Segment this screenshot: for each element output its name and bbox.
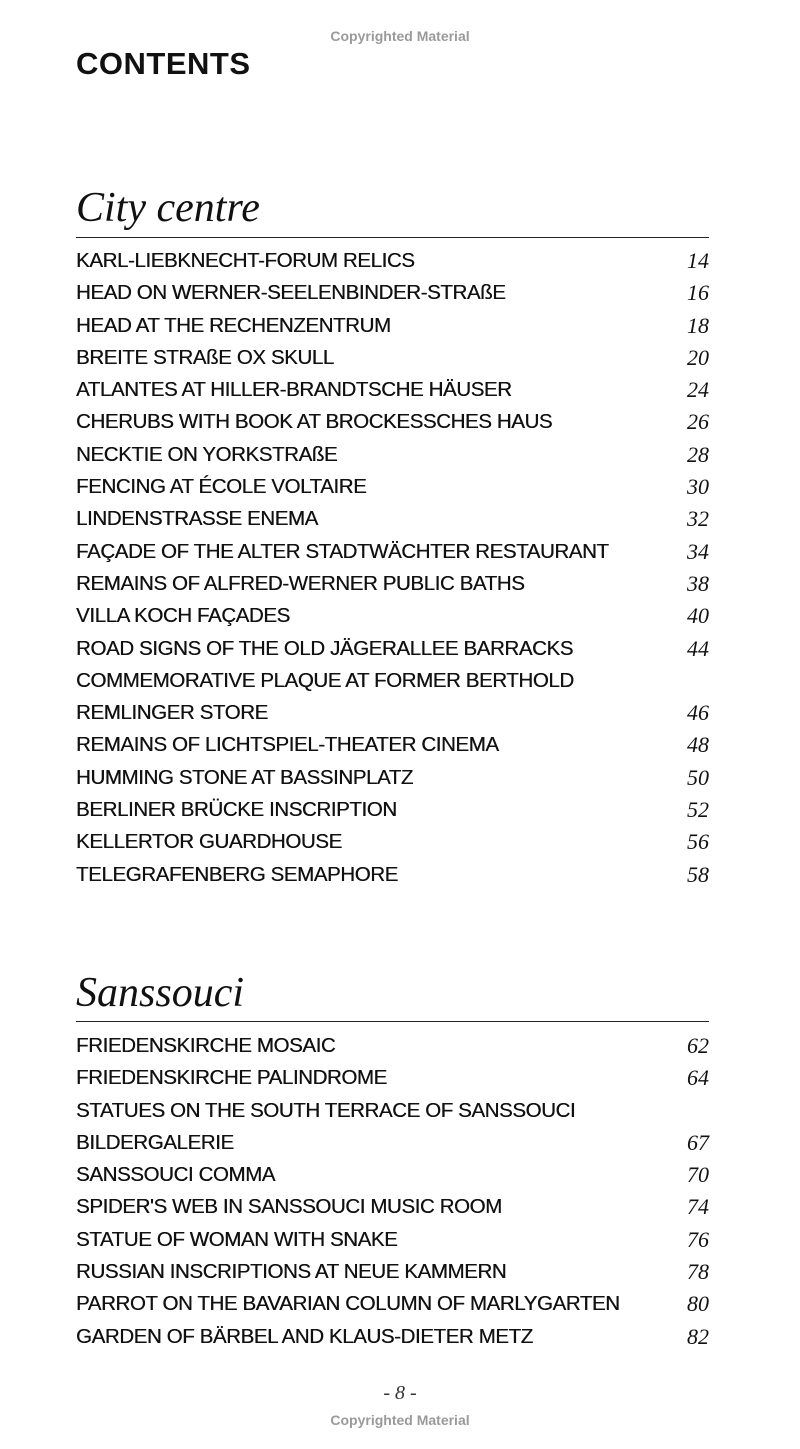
toc-list-city-centre [76,245,709,891]
toc-entry [76,600,709,632]
toc-entry-title: ROAD SIGNS OF THE OLD JÄGERALLEE BARRACKS [76,636,573,660]
toc-entry-page: 78 [687,1259,709,1285]
toc-entry-title: HEAD ON WERNER-SEELENBINDER-STRAßE [76,281,506,305]
page-number: - 8 - [383,1382,417,1404]
section-heading-city-centre: City centre [76,185,260,231]
toc-entry [76,374,709,406]
toc-entry-page: 50 [687,764,709,790]
toc-entry [76,471,709,503]
toc-entry-title: REMAINS OF ALFRED-WERNER PUBLIC BATHS [76,571,525,595]
toc-entry-title: FRIEDENSKIRCHE PALINDROME [76,1066,387,1090]
toc-entry-title: BERLINER BRÜCKE INSCRIPTION [76,798,397,822]
toc-entry [76,503,709,535]
toc-entry-title: STATUES ON THE SOUTH TERRACE OF SANSSOUCI [76,1098,576,1122]
toc-entry-title: TELEGRAFENBERG SEMAPHORE [76,862,398,886]
section-divider [76,1021,709,1022]
toc-entry-title: RUSSIAN INSCRIPTIONS AT NEUE KAMMERN [76,1260,507,1284]
toc-entry-title: BILDERGALERIE [76,1130,234,1154]
toc-entry-page: 52 [687,797,709,823]
toc-entry-title: VILLA KOCH FAÇADES [76,604,290,628]
toc-entry [76,1321,709,1353]
toc-entry-title: ATLANTES AT HILLER-BRANDTSCHE HÄUSER [76,378,512,402]
toc-entry-page: 14 [687,248,709,273]
toc-entry-page: 18 [687,312,709,338]
toc-entry-page: 44 [687,635,709,661]
toc-entry-title: BREITE STRAßE OX SKULL [76,345,334,369]
toc-entry-title: HEAD AT THE RECHENZENTRUM [76,313,391,337]
toc-entry [76,568,709,600]
toc-entry [76,1127,709,1159]
toc-entry-title: FRIEDENSKIRCHE MOSAIC [76,1034,336,1057]
toc-entry-page: 34 [687,538,709,564]
toc-entry-page: 20 [687,344,709,370]
toc-entry-page: 80 [687,1291,709,1317]
toc-entry-page: 76 [687,1226,709,1252]
toc-entry-title: HUMMING STONE AT BASSINPLATZ [76,765,413,789]
copyright-watermark-bottom: Copyrighted Material [330,1412,470,1428]
toc-entry [76,826,709,858]
toc-entry [76,1191,709,1223]
toc-entry-page: 24 [687,377,709,403]
section-divider [76,237,709,238]
toc-entry [76,439,709,471]
toc-entry-title: SPIDER'S WEB IN SANSSOUCI MUSIC ROOM [76,1195,502,1219]
toc-entry [76,762,709,794]
toc-entry-page: 28 [687,441,709,467]
toc-entry-page: 16 [687,280,709,306]
page-title: CONTENTS [76,46,251,81]
toc-entry [76,277,709,309]
toc-entry [76,859,709,891]
toc-entry [76,1224,709,1256]
toc-entry [76,310,709,342]
toc-entry-page: 67 [687,1129,709,1155]
toc-entry [76,729,709,761]
toc-entry [76,536,709,568]
toc-entry [76,1095,709,1127]
toc-entry-page: 82 [687,1323,709,1349]
toc-entry-title: REMAINS OF LICHTSPIEL-THEATER CINEMA [76,733,499,757]
toc-entry [76,1062,709,1094]
toc-entry [76,633,709,665]
copyright-watermark-top: Copyrighted Material [330,28,470,44]
toc-entry-page: 48 [687,732,709,758]
toc-entry-page: 46 [687,700,709,726]
toc-entry-title: KARL-LIEBKNECHT-FORUM RELICS [76,249,415,272]
toc-entry-page: 30 [687,474,709,500]
toc-entry [76,342,709,374]
toc-entry-title: PARROT ON THE BAVARIAN COLUMN OF MARLYGARTEN [76,1292,620,1316]
toc-entry-title: FAÇADE OF THE ALTER STADTWÄCHTER RESTAURANT [76,539,609,563]
toc-entry [76,1288,709,1320]
toc-entry-title: STATUE OF WOMAN WITH SNAKE [76,1227,398,1251]
toc-entry [76,697,709,729]
toc-entry [76,1256,709,1288]
toc-entry-title: CHERUBS WITH BOOK AT BROCKESSCHES HAUS [76,410,553,434]
toc-entry [76,1159,709,1191]
toc-entry [76,245,709,277]
toc-entry-page: 62 [687,1033,709,1058]
toc-entry-page: 58 [687,861,709,887]
toc-entry-title: NECKTIE ON YORKSTRAßE [76,442,338,466]
toc-entry-page: 40 [687,603,709,629]
toc-list-sanssouci [76,1030,709,1353]
toc-entry [76,406,709,438]
toc-entry-page: 64 [687,1065,709,1091]
toc-entry-title: SANSSOUCI COMMA [76,1163,276,1187]
toc-entry [76,665,709,697]
toc-entry-title: COMMEMORATIVE PLAQUE AT FORMER BERTHOLD [76,668,574,692]
toc-entry-title: FENCING AT ÉCOLE VOLTAIRE [76,475,367,499]
toc-entry-title: LINDENSTRASSE ENEMA [76,507,318,531]
toc-entry-page: 70 [687,1162,709,1188]
toc-entry-page: 26 [687,409,709,435]
toc-entry-page: 56 [687,829,709,855]
toc-entry [76,794,709,826]
toc-entry-page: 74 [687,1194,709,1220]
toc-entry-title: GARDEN OF BÄRBEL AND KLAUS-DIETER METZ [76,1324,533,1348]
toc-entry-title: KELLERTOR GUARDHOUSE [76,830,342,854]
toc-entry-page: 32 [687,506,709,532]
toc-entry [76,1030,709,1062]
toc-entry-page: 38 [687,570,709,596]
toc-entry-title: REMLINGER STORE [76,701,268,725]
section-heading-sanssouci: Sanssouci [76,970,244,1016]
